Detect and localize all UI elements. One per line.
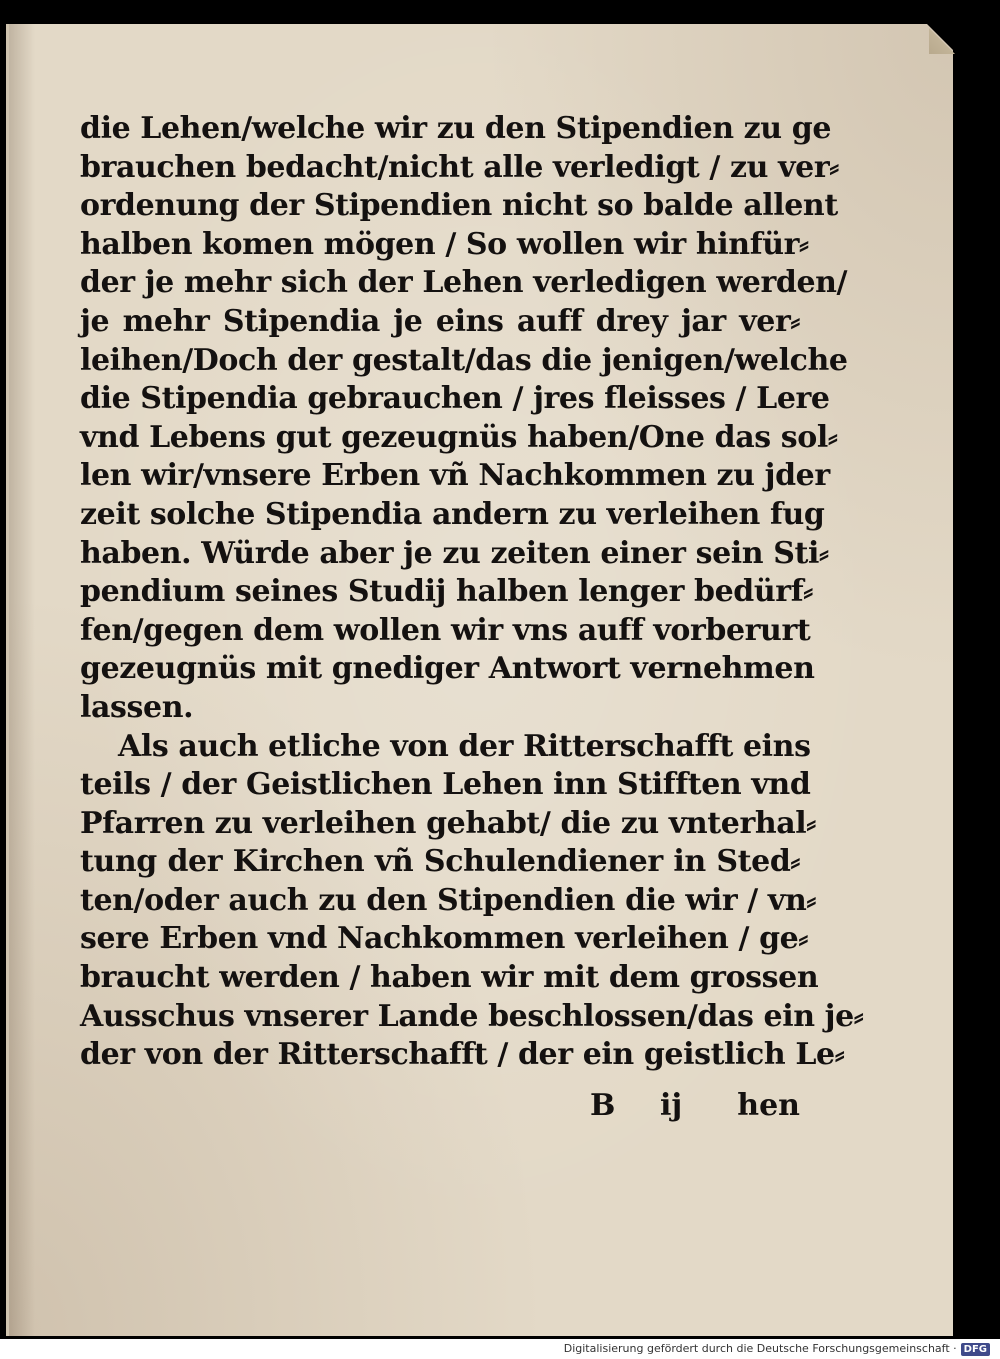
signature-mark: B (590, 1088, 616, 1123)
text-line: zeit solche Stipendia andern zu verleihen fug (80, 496, 825, 532)
text-line: ordenung der Stipendien nicht so balde allent (80, 188, 838, 224)
text-line: Pfarren zu verleihen gehabt/ die zu vnterhal⸗ (80, 805, 816, 841)
text-line: brauchen bedacht/nicht alle verledigt / zu ver⸗ (80, 149, 839, 185)
text-line: Als auch etliche von der Ritterschafft eins (118, 728, 811, 764)
corner-cutout (925, 22, 959, 56)
text-line: vnd Lebens gut gezeugnüs haben/One das sol⸗ (80, 419, 838, 455)
funding-credit: Digitalisierung gefördert durch die Deutsche Forschungsgemeinschaft · (563, 1342, 957, 1355)
page-text (80, 110, 864, 1075)
text-line: ten/oder auch zu den Stipendien die wir / vn⸗ (80, 882, 816, 918)
page-foot-line (80, 1088, 800, 1128)
text-line: braucht werden / haben wir mit dem grossen (80, 960, 819, 996)
dfg-logo-icon: DFG (961, 1343, 990, 1356)
text-line: Ausschus vnserer Lande beschlossen/das ein je⸗ (80, 998, 864, 1034)
text-line: je mehr Stipendia je eins auff drey jar ver⸗ (80, 303, 800, 339)
text-line: fen/gegen dem wollen wir vns auff vorberurt (80, 612, 811, 648)
text-line: die Stipendia gebrauchen / jres fleisses / Lere (80, 381, 830, 417)
text-line: die Lehen/welche wir zu den Stipendien zu ge (80, 111, 832, 146)
text-line: teils / der Geistlichen Lehen inn Stifften vnd (80, 767, 811, 803)
signature-number: ij (660, 1088, 683, 1123)
text-line: lassen. (80, 689, 194, 725)
page-gutter-shadow (9, 24, 35, 1336)
text-line: gezeugnüs mit gnediger Antwort vernehmen (80, 651, 815, 687)
text-line: pendium seines Studij halben lenger bedürf⸗ (80, 574, 813, 610)
text-line: leihen/Doch der gestalt/das die jenigen/welche (80, 342, 848, 378)
text-line: halben komen mögen / So wollen wir hinfür⸗ (80, 226, 809, 262)
digitization-footer (0, 1339, 1000, 1359)
text-line: haben. Würde aber je zu zeiten einer sein Sti⸗ (80, 535, 829, 571)
text-line: sere Erben vnd Nachkommen verleihen / ge⸗ (80, 921, 808, 957)
text-line: der von der Ritterschafft / der ein geistlich Le⸗ (80, 1037, 845, 1073)
catchword: hen (737, 1088, 800, 1123)
text-line: tung der Kirchen vñ Schulendiener in Sted⸗ (80, 844, 800, 880)
text-line: der je mehr sich der Lehen verledigen werden/ (80, 265, 848, 301)
text-line: len wir/vnsere Erben vñ Nachkommen zu jder (80, 458, 830, 494)
